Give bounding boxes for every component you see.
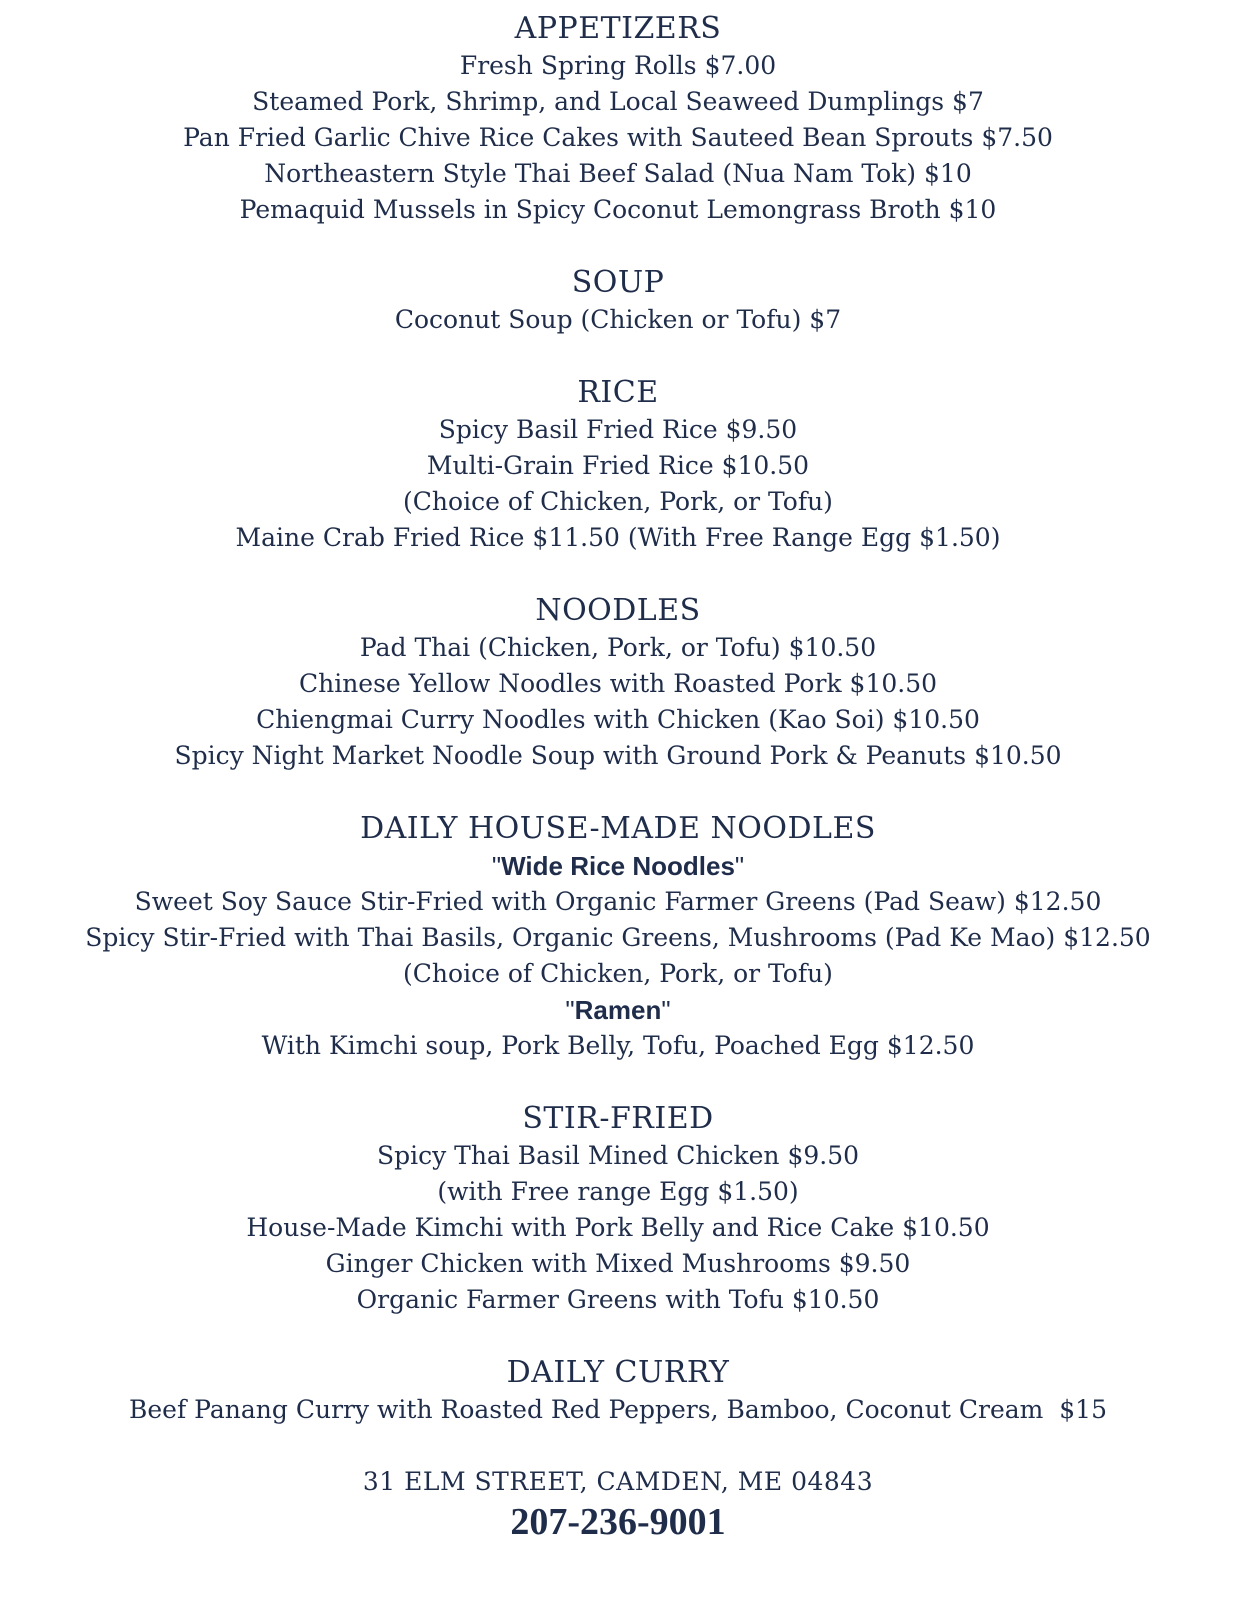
menu-item: Pad Thai (Chicken, Pork, or Tofu) $10.50 [359, 633, 877, 662]
section-appetizers [0, 10, 1236, 228]
menu-item: Beef Panang Curry with Roasted Red Peppers, Bamboo, Coconut Cream $15 [129, 1395, 1107, 1424]
menu-item: Maine Crab Fried Rice $11.50 (With Free Range Egg $1.50) [235, 523, 1001, 552]
section-soup [0, 264, 1236, 338]
menu-item: Pan Fried Garlic Chive Rice Cakes with Sauteed Bean Sprouts $7.50 [183, 123, 1053, 152]
menu-item: Fresh Spring Rolls $7.00 [459, 51, 777, 80]
menu-item: Spicy Thai Basil Mined Chicken $9.50 [376, 1141, 860, 1170]
menu-item: Steamed Pork, Shrimp, and Local Seaweed Dumplings $7 [252, 87, 984, 116]
section-stir-fried [0, 1100, 1236, 1318]
section-rice [0, 374, 1236, 556]
section-house-made-noodles [0, 810, 1236, 1064]
menu-item: Pemaquid Mussels in Spicy Coconut Lemongrass Broth $10 [239, 195, 997, 224]
menu-item: Spicy Basil Fried Rice $9.50 [438, 415, 798, 444]
section-heading: STIR-FRIED [522, 1101, 714, 1136]
menu-item-note: (Choice of Chicken, Pork, or Tofu) [403, 959, 833, 988]
menu-item: Spicy Night Market Noodle Soup with Ground Pork & Peanuts $10.50 [174, 741, 1062, 770]
section-heading: SOUP [571, 265, 665, 300]
menu-item: Multi-Grain Fried Rice $10.50 [426, 451, 810, 480]
menu-item: Sweet Soy Sauce Stir-Fried with Organic Farmer Greens (Pad Seaw) $12.50 [134, 887, 1102, 916]
section-heading: DAILY CURRY [506, 1355, 730, 1390]
address: 31 ELM STREET, CAMDEN, ME 04843 [362, 1467, 874, 1496]
footer [0, 1464, 1236, 1544]
menu-item: With Kimchi soup, Pork Belly, Tofu, Poached Egg $12.50 [261, 1031, 975, 1060]
section-noodles [0, 592, 1236, 774]
menu-item-note: (with Free range Egg $1.50) [437, 1177, 799, 1206]
menu-item: Spicy Stir-Fried with Thai Basils, Organic Greens, Mushrooms (Pad Ke Mao) $12.50 [85, 923, 1151, 952]
subheading-ramen: "Ramen" [565, 995, 671, 1025]
section-daily-curry [0, 1354, 1236, 1428]
section-heading: APPETIZERS [514, 11, 722, 46]
menu-item: Chiengmai Curry Noodles with Chicken (Kao Soi) $10.50 [256, 705, 980, 734]
menu-item: Northeastern Style Thai Beef Salad (Nua Nam Tok) $10 [264, 159, 972, 188]
menu-item: House-Made Kimchi with Pork Belly and Rice Cake $10.50 [246, 1213, 990, 1242]
subheading-text: Ramen [574, 995, 662, 1025]
menu-item: Chinese Yellow Noodles with Roasted Pork $10.50 [298, 669, 938, 698]
subheading-wide-rice-noodles: "Wide Rice Noodles" [491, 851, 745, 881]
phone-number: 207-236-9001 [510, 1501, 726, 1543]
subheading-text: Wide Rice Noodles [501, 851, 735, 881]
section-heading: DAILY HOUSE-MADE NOODLES [360, 811, 876, 846]
menu-item: Coconut Soup (Chicken or Tofu) $7 [394, 305, 842, 334]
menu-item: Organic Farmer Greens with Tofu $10.50 [356, 1285, 880, 1314]
section-heading: NOODLES [535, 593, 701, 628]
section-heading: RICE [577, 375, 659, 410]
menu-item: Ginger Chicken with Mixed Mushrooms $9.50 [325, 1249, 911, 1278]
menu-item-note: (Choice of Chicken, Pork, or Tofu) [403, 487, 833, 516]
